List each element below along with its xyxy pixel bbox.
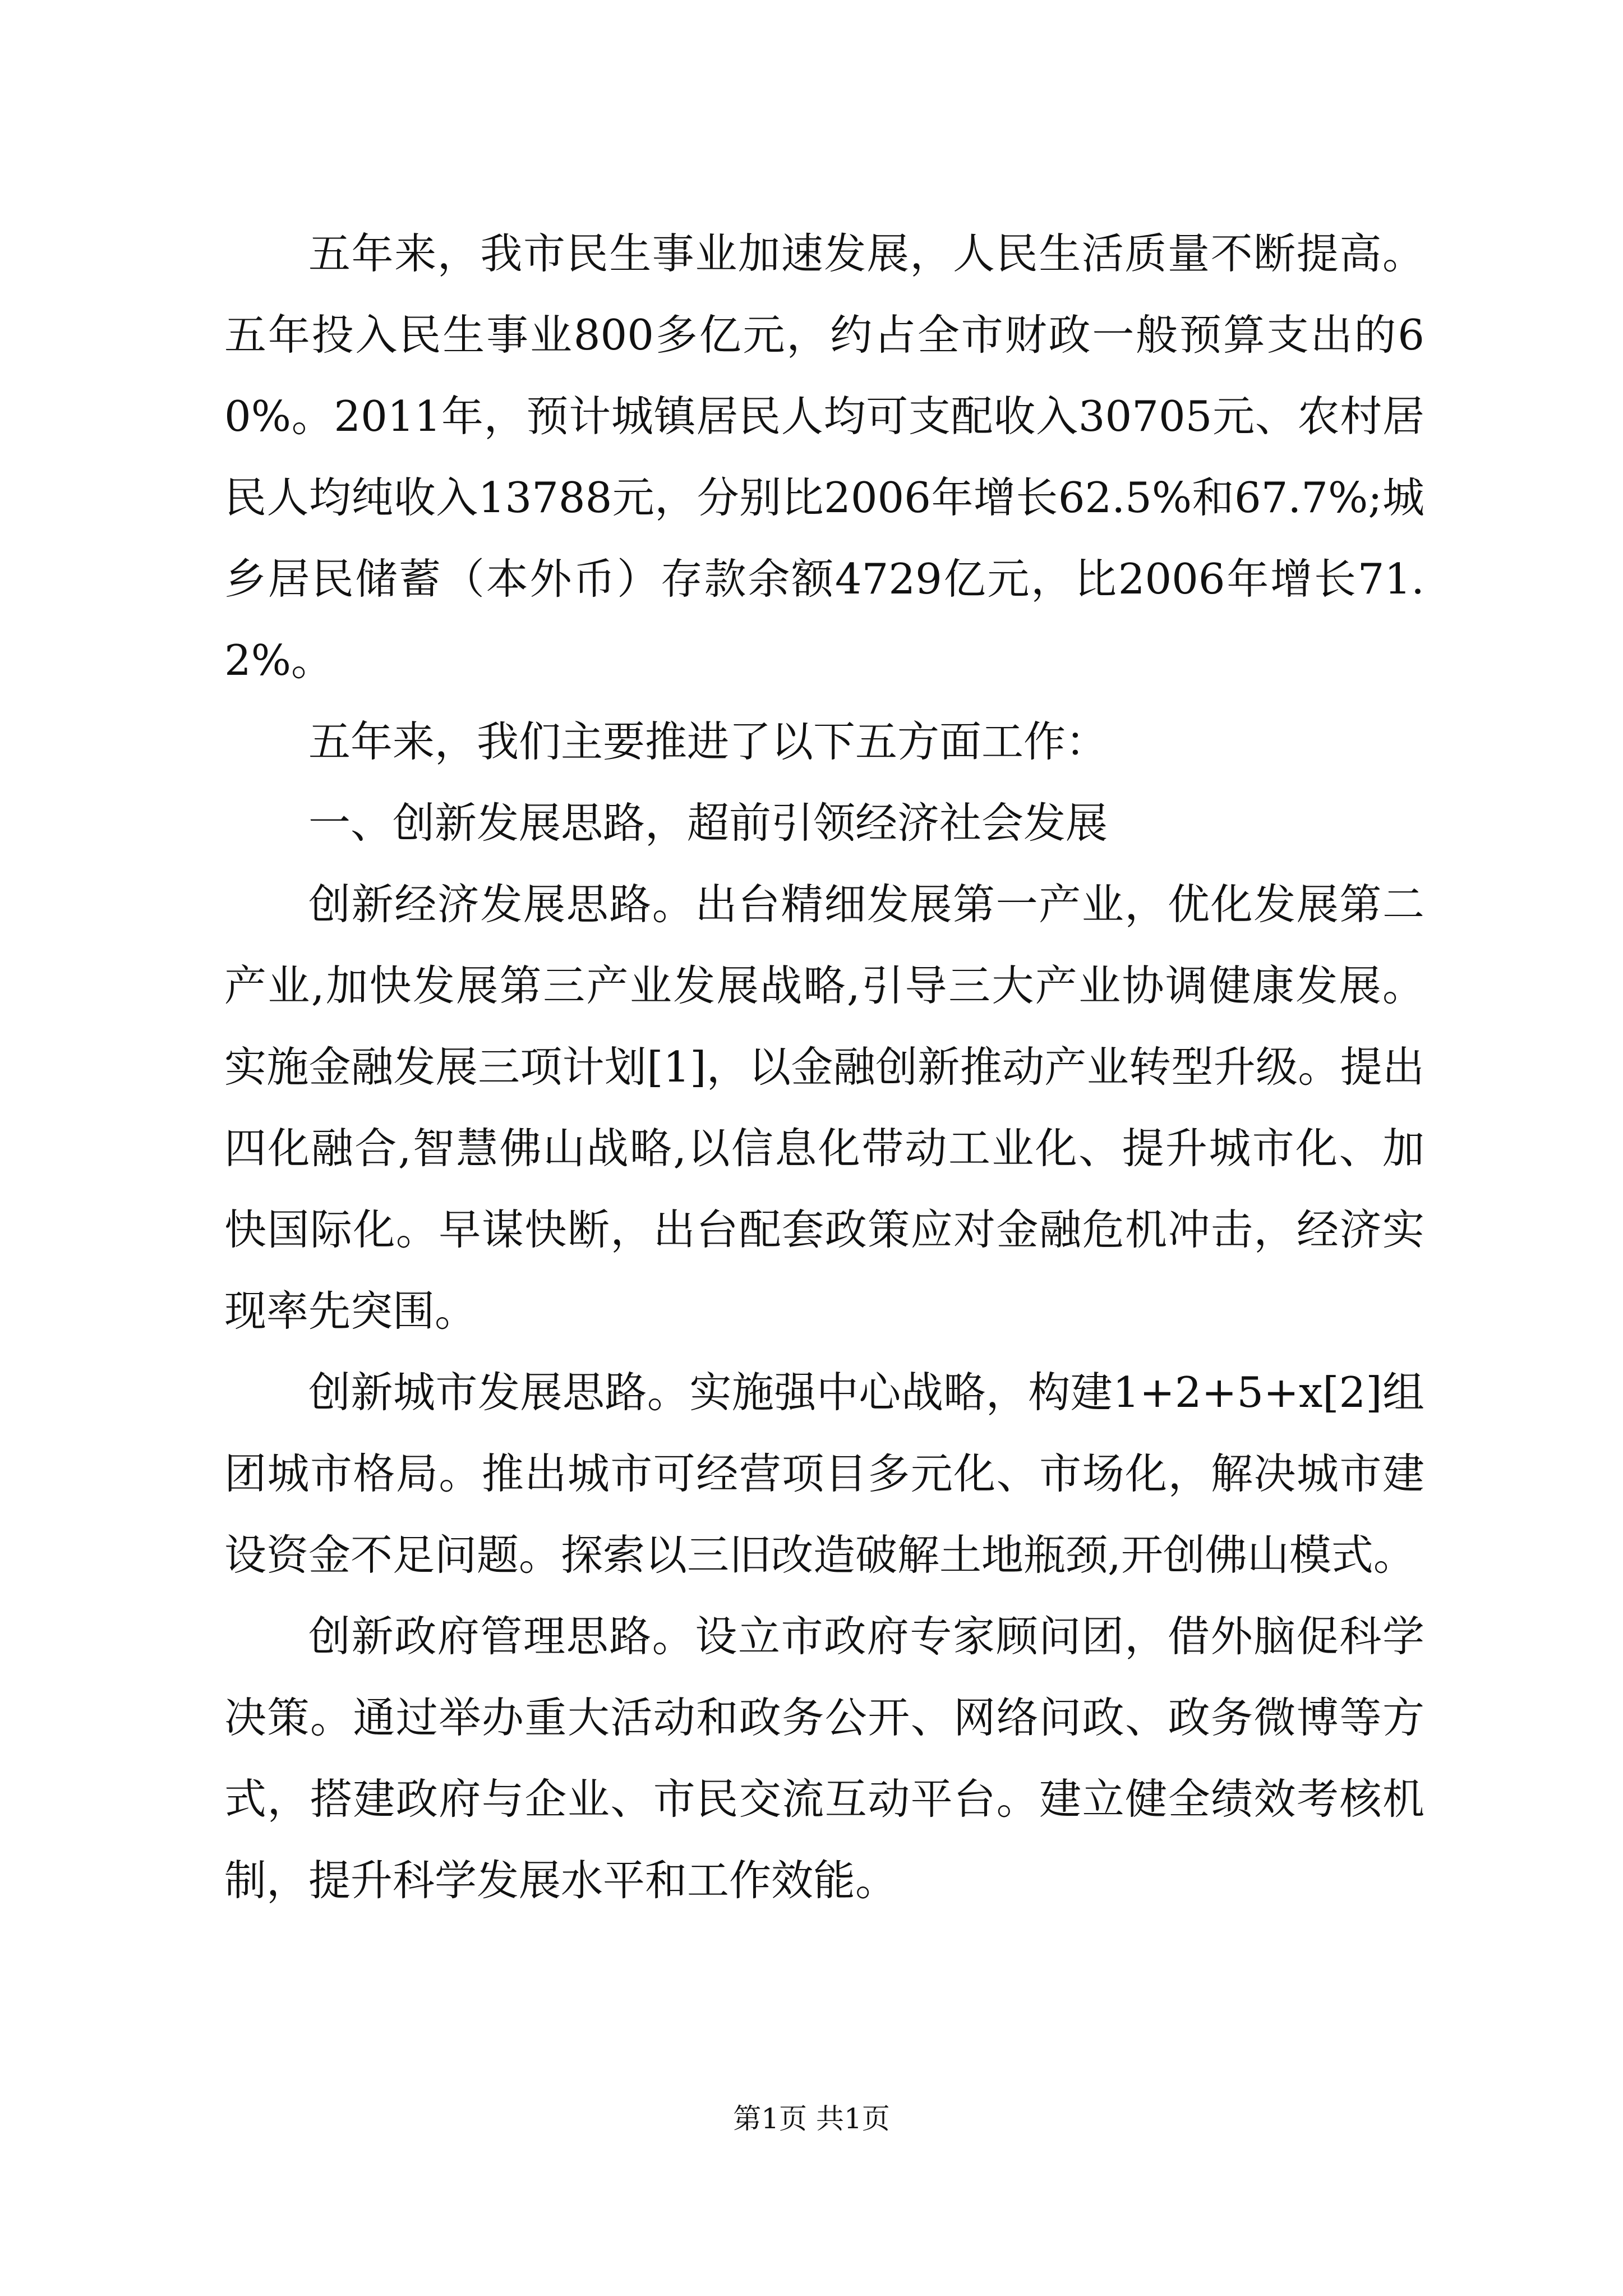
- paragraph-livelihood: 五年来，我市民生事业加速发展，人民生活质量不断提高。五年投入民生事业800多亿元，约占全市财政一般预算支出的60%。2011年，预计城镇居民人均可支配收入30705元、农村居民人均纯收入13788元，分别比2006年增长62.5%和67.7%;城乡居民储蓄（本外币）存款余额4729亿元，比2006年增长71.2%。: [224, 229, 1424, 685]
- paragraph-city-ideas: 创新城市发展思路。实施强中心战略，构建1+2+5+x[2]组团城市格局。推出城市可经营项目多元化、市场化，解决城市建设资金不足问题。探索以三旧改造破解土地瓶颈,开创佛山模式。: [224, 1368, 1424, 1580]
- document-body: [224, 213, 1424, 1921]
- section-heading-1: 一、创新发展思路，超前引领经济社会发展: [308, 798, 1108, 848]
- paragraph-economic-ideas: 创新经济发展思路。出台精细发展第一产业，优化发展第二产业,加快发展第三产业发展战略,引导三大产业协调健康发展。实施金融发展三项计划[1]，以金融创新推动产业转型升级。提出四化融合,智慧佛山战略,以信息化带动工业化、提升城市化、加快国际化。早谋快断，出台配套政策应对金融危机冲击，经济实现率先突围。: [224, 880, 1424, 1336]
- paragraph-work-summary: 五年来，我们主要推进了以下五方面工作：: [308, 717, 1108, 766]
- page-footer: 第1页 共1页: [733, 2102, 890, 2135]
- paragraph-government-ideas: 创新政府管理思路。设立市政府专家顾问团，借外脑促科学决策。通过举办重大活动和政务公开、网络问政、政务微博等方式，搭建政府与企业、市民交流互动平台。建立健全绩效考核机制，提升科学发展水平和工作效能。: [224, 1612, 1424, 1905]
